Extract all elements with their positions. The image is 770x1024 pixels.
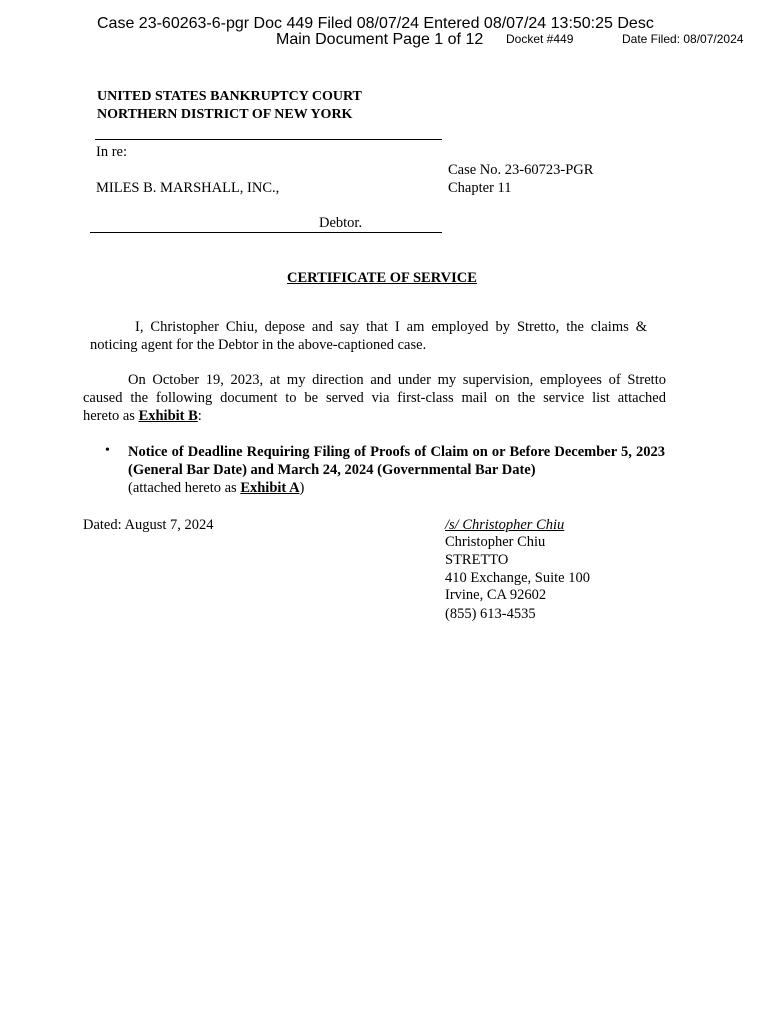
paragraph-service-line2: caused the following document to be served via first-class mail on the service list attached (83, 390, 666, 406)
bullet-marker: • (105, 443, 110, 458)
signer-address-line2: Irvine, CA 92602 (445, 587, 547, 603)
signer-company: STRETTO (445, 552, 509, 568)
paragraph-employment-line1: I, Christopher Chiu, depose and say that I am employed by Stretto, the claims & (135, 319, 647, 335)
court-name-line2: NORTHERN DISTRICT OF NEW YORK (97, 107, 353, 122)
paragraph-employment-line2: noticing agent for the Debtor in the above-captioned case. (90, 337, 427, 353)
chapter-number: Chapter 11 (448, 180, 512, 196)
exhibit-b-reference: Exhibit B (138, 408, 198, 424)
document-title: CERTIFICATE OF SERVICE (287, 270, 477, 286)
served-document-suffix-end: ) (299, 480, 305, 496)
paragraph-employment (90, 318, 647, 354)
debtor-name: MILES B. MARSHALL, INC., (96, 180, 280, 196)
caption-bottom-rule (90, 232, 442, 233)
in-re-label: In re: (96, 144, 127, 160)
dated-line: Dated: August 7, 2024 (83, 517, 214, 533)
caption-top-rule (95, 139, 442, 140)
signer-name: Christopher Chiu (445, 534, 546, 550)
ecf-header-line2: Main Document Page 1 of 12 (276, 31, 484, 48)
exhibit-a-reference: Exhibit A (240, 480, 300, 496)
served-document-item (128, 443, 665, 497)
signature-line: /s/ Christopher Chiu (445, 517, 565, 533)
served-document-suffix-prefix: (attached hereto as (128, 480, 241, 496)
signer-address-line1: 410 Exchange, Suite 100 (445, 570, 590, 586)
paragraph-service-line1: On October 19, 2023, at my direction and under my supervision, employees of Stretto (128, 372, 666, 388)
court-name-line1: UNITED STATES BANKRUPTCY COURT (97, 89, 362, 104)
case-number: Case No. 23-60723-PGR (448, 162, 594, 178)
signer-phone: (855) 613-4535 (445, 606, 536, 622)
ecf-header-line1: Case 23-60263-6-pgr Doc 449 Filed 08/07/24 Entered 08/07/24 13:50:25 Desc (97, 15, 654, 32)
paragraph-service (83, 371, 666, 425)
debtor-label: Debtor. (319, 215, 363, 231)
paragraph-service-line3-suffix: : (197, 408, 202, 424)
docket-number: Docket #449 (506, 32, 574, 46)
date-filed: Date Filed: 08/07/2024 (622, 32, 744, 46)
served-document-title: Notice of Deadline Requiring Filing of Proofs of Claim on or Before December 5, 2023 (General Bar Date) and March 24, 2024 (Governmental Bar Date) (128, 444, 665, 478)
paragraph-service-line3-prefix: hereto as (83, 408, 139, 424)
